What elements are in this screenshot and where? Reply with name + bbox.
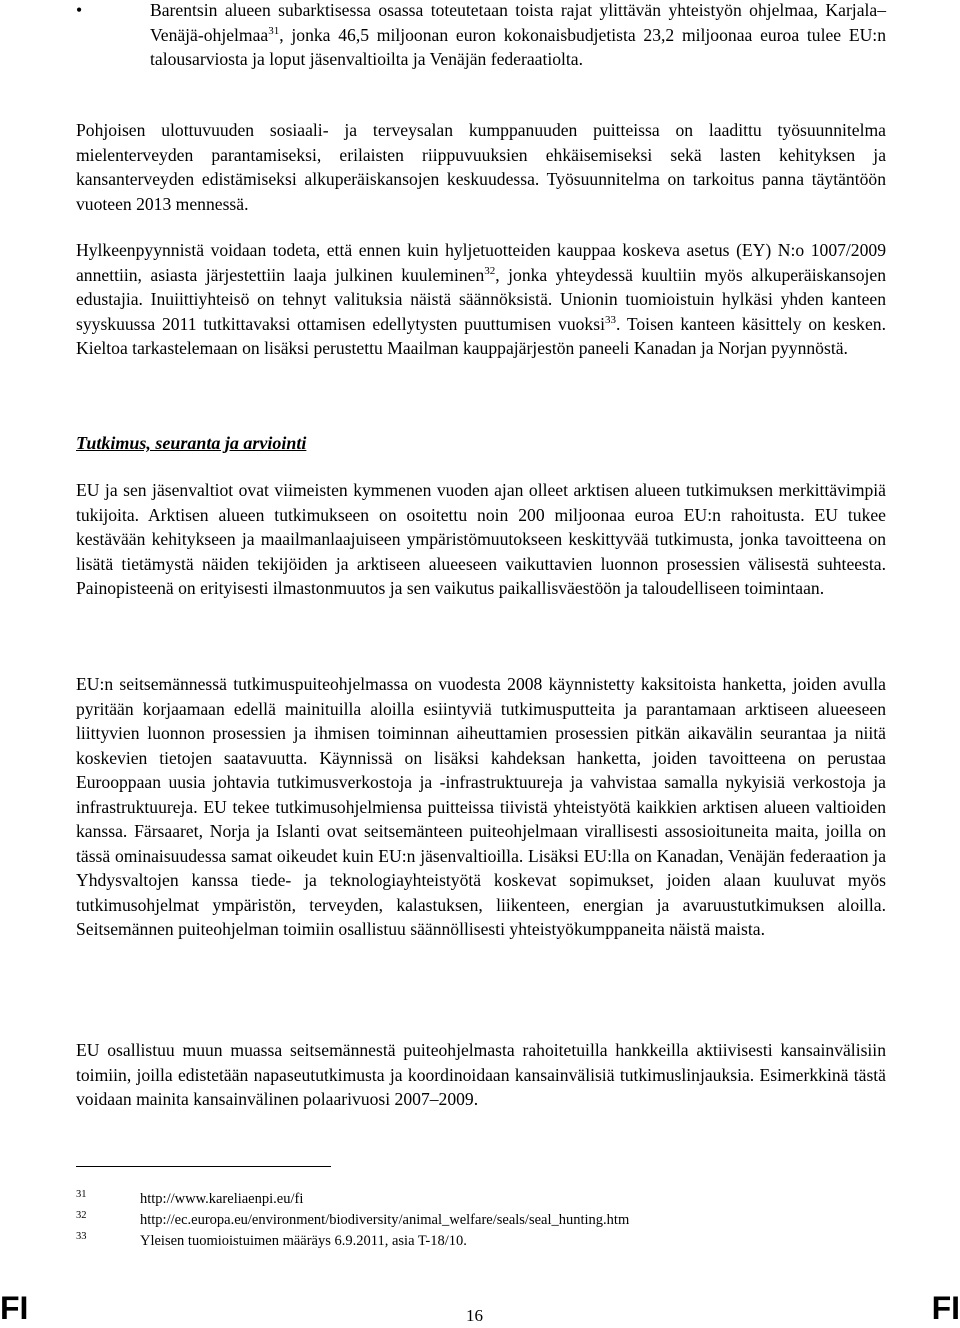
- footer-language-left: FI: [0, 1290, 29, 1326]
- page-number: 16: [466, 1306, 483, 1325]
- bullet-paragraph: [150, 0, 886, 72]
- footnotes: [76, 1189, 886, 1252]
- paragraph-health-partnership: Pohjoisen ulottuvuuden sosiaali- ja terveysalan kumppanuuden puitteissa on laadittu työsuunnitelma mielenterveyden parantamiseksi, erilaisten riippuvuuksien ehkäisemiseksi sekä lasten kehityksen ja kansanterveyden edistämiseksi alkuperäiskansojen keskuudessa. Työsuunnitelma on tarkoitus panna täytäntöön vuoteen 2013 mennessä.: [76, 120, 886, 214]
- footnote-text-court-order: Yleisen tuomioistuimen määräys 6.9.2011, asia T-18/10.: [140, 1233, 467, 1249]
- footer-language-right: FI: [931, 1290, 960, 1326]
- footnote-separator: [76, 1166, 331, 1167]
- footnote-ref-32[interactable]: 32: [484, 264, 496, 277]
- paragraph-international-cooperation: EU osallistuu muun muassa seitsemännestä puiteohjelmasta rahoitetuilla hankkeilla aktiivisesti kansainvälisiin toimiin, joilla edistetään napaseututkimusta ja koordinoidaan kansainvälisiä tutkimuslinjauksia. Esimerkkinä tästä voidaan mainita kansainvälinen polaarivuosi 2007–2009.: [76, 1040, 886, 1109]
- paragraph-research-support: EU ja sen jäsenvaltiot ovat viimeisten kymmenen vuoden ajan olleet arktisen alueen tutkimuksen merkittävimpiä tukijoita. Arktisen alueen tutkimukseen on osoitettu noin 200 miljoonaa euroa EU:n rahoitusta. EU tukee kestävään kehitykseen ja maailmanlaajuiseen ympäristömuutokseen keskittyvää tutkimusta, jonka tavoitteena on lisätä tietämystä näiden tekijöiden ja arktiseen alueeseen vaikuttavien luonnon prosessien välisestä suhteesta. Painopisteenä on erityisesti ilmastonmuutos ja sen vaikutus paikallisväestöön ja taloudelliseen toimintaan.: [76, 480, 886, 598]
- footnote-link-seal-hunting[interactable]: http://ec.europa.eu/environment/biodiversity/animal_welfare/seals/seal_hunting.htm: [140, 1212, 630, 1228]
- footnote-33: [76, 1231, 886, 1252]
- footnote-ref-33[interactable]: 33: [604, 313, 616, 326]
- footnote-number: 32: [76, 1210, 87, 1221]
- footnote-31: [76, 1189, 886, 1210]
- footnote-32: [76, 1210, 886, 1231]
- bullet-text-b: , jonka 46,5 miljoonan euron kokonaisbudjetista 23,2 miljoonaa euroa tulee EU:n talousarviosta ja loput jäsenvaltioilta ja Venäjän federaatiolta.: [150, 24, 886, 69]
- footnote-number: 33: [76, 1231, 87, 1242]
- bullet-item: [76, 0, 886, 72]
- seal-text-b: , jonka yhteydessä kuultiin myös alkuperäiskansojen edustajia. Inuiittiyhteisö on tehnyt valituksia näistä säännöksistä. Unionin tuomioistuin hylkäsi yhden kanteen syyskuussa 2011 tutkittavaksi ottamisen edellytysten puuttumisen vuoksi: [76, 264, 886, 334]
- section-heading: Tutkimus, seuranta ja arviointi: [76, 433, 307, 453]
- footnote-number: 31: [76, 1189, 87, 1200]
- bullet-text-a: Barentsin alueen subarktisessa osassa toteutetaan toista rajat ylittävän yhteistyön ohjelmaa, Karjala–Venäjä-ohjelmaa: [150, 0, 886, 45]
- paragraph-seal-hunting: [76, 238, 886, 361]
- seal-text-a: Hylkeenpyynnistä voidaan todeta, että ennen kuin hyljetuotteiden kauppaa koskeva asetus (EY) N:o 1007/2009 annettiin, asiasta järjestettiin laaja julkinen kuuleminen: [76, 240, 886, 285]
- bullet-marker: •: [76, 0, 83, 20]
- footnote-ref-31[interactable]: 31: [268, 24, 280, 37]
- footnote-link-kareliaenpi[interactable]: http://www.kareliaenpi.eu/fi: [140, 1191, 304, 1207]
- paragraph-framework-programme: EU:n seitsemännessä tutkimuspuiteohjelmassa on vuodesta 2008 käynnistetty kaksitoista hanketta, joiden avulla pyritään korjaamaan edellä mainituilla aloilla esiintyviä tutkimusputteita ja parantamaan arktiseen alueeseen liittyvien luonnon prosessien ja ihmisen toiminnan aiheuttamien prosessien pitkän aikavälin seurantaa ja niitä koskevien tietojen saatavuutta. Käynnissä on lisäksi kahdeksan hanketta, joiden tavoitteena on perustaa Eurooppaan uusia johtavia tutkimusverkostoja ja -infrastruktuureja ja vahvistaa samalla nykyisiä verkostoja ja infrastruktuureja. EU tekee tutkimusohjelmiensa puitteissa tiivistä yhteistyötä kaikkien arktisen alueen valtioiden kanssa. Färsaaret, Norja ja Islanti ovat seitsemänteen puiteohjelmaan virallisesti assosioituneita maita, joilla on tässä ominaisuudessa samat oikeudet kuin EU:n jäsenvaltioilla. Lisäksi EU:lla on Kanadan, Venäjän federaation ja Yhdysvaltojen kanssa tiede- ja teknologiayhteistyötä koskevat sopimukset, joiden alaan kuuluvat myös tutkimusohjelmat ympäristön, terveyden, kalastuksen, liikenteen, energian ja avaruustutkimuksen aloilla. Seitsemännen puiteohjelman toimiin osallistuu säännöllisesti yhteistyökumppaneita näistä maista.: [76, 674, 886, 939]
- seal-text-c: . Toisen kanteen käsittely on kesken. Kieltoa tarkastelemaan on lisäksi perustettu Maailman kauppajärjestön paneeli Kanadan ja Norjan pyynnöstä.: [76, 313, 886, 358]
